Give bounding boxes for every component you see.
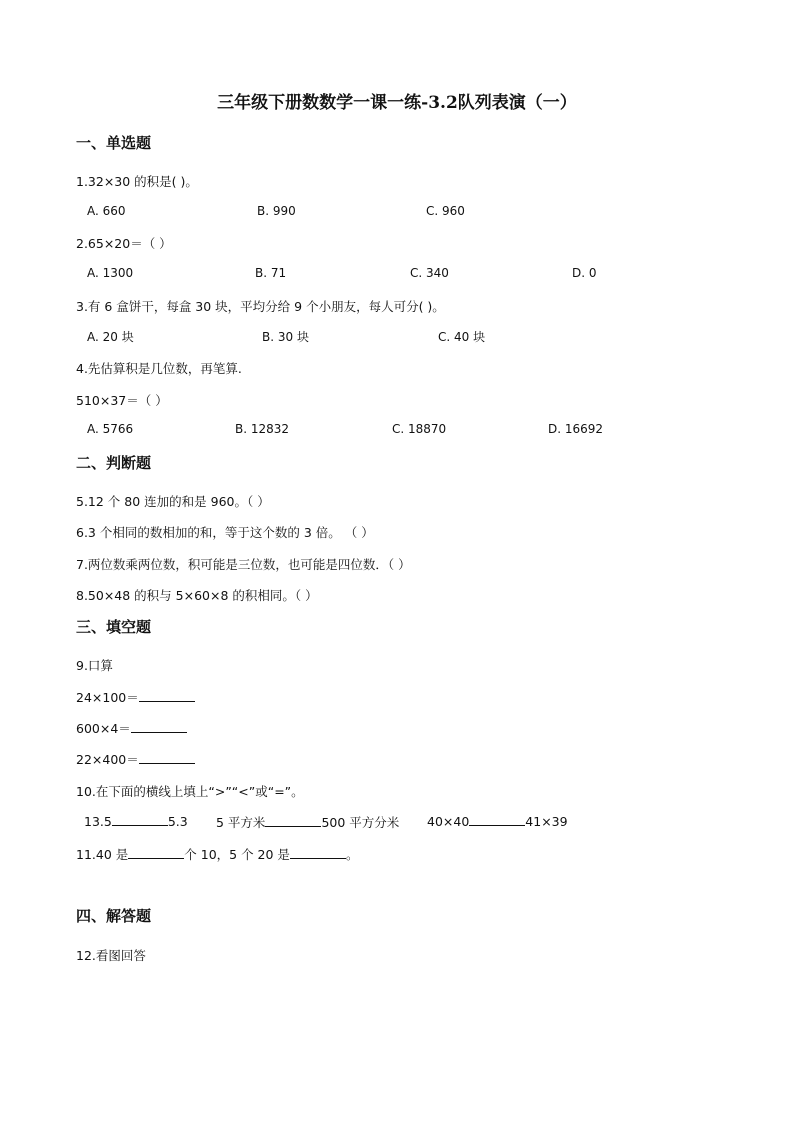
question-4-expression: 510×37＝（ ） [76,393,168,408]
question-3-option-a[interactable]: A. 20 块 [87,330,134,344]
compare-right: 41×39 [525,814,568,829]
question-9-expr-1: 24×100＝ [76,690,139,705]
question-10-stem: 10.在下面的横线上填上“>”“<”或“=”。 [76,784,304,799]
question-1-option-a[interactable]: A. 660 [87,204,126,218]
question-4-option-d[interactable]: D. 16692 [548,422,604,436]
answer-blank[interactable] [128,846,184,859]
question-2-option-a[interactable]: A. 1300 [87,266,134,280]
question-11-part-1: 11.40 是 [76,847,129,862]
question-6: 6.3 个相同的数相加的和，等于这个数的 3 倍。 （ ） [76,525,374,540]
compare-right: 500 平方分米 [321,815,400,830]
section-heading-fill-blank: 三、填空题 [76,618,152,636]
question-2-option-b[interactable]: B. 71 [255,266,287,280]
question-1-option-b[interactable]: B. 990 [257,204,296,218]
answer-blank[interactable] [131,720,187,733]
answer-blank[interactable] [469,813,525,826]
question-4-stem: 4.先估算积是几位数，再笔算. [76,361,242,376]
answer-blank[interactable] [139,751,195,764]
question-8: 8.50×48 的积与 5×60×8 的积相同。（ ） [76,588,318,603]
question-4-option-a[interactable]: A. 5766 [87,422,134,436]
question-4-option-b[interactable]: B. 12832 [235,422,290,436]
question-2-stem: 2.65×20＝（ ） [76,236,172,251]
question-5: 5.12 个 80 连加的和是 960。（ ） [76,494,270,509]
question-11 [76,845,358,863]
question-9-expr-3: 22×400＝ [76,752,139,767]
compare-left: 5 平方米 [216,815,266,830]
question-3-stem: 3.有 6 盒饼干，每盒 30 块，平均分给 9 个小朋友，每人可分( )。 [76,299,445,314]
question-10-pair-3 [427,813,568,829]
question-9-stem: 9.口算 [76,658,113,673]
question-10-pair-2 [216,813,399,831]
question-9-expr-2: 600×4＝ [76,721,131,736]
question-1-stem: 1.32×30 的积是( )。 [76,174,198,189]
question-3-option-c[interactable]: C. 40 块 [438,330,486,344]
question-1-option-c[interactable]: C. 960 [426,204,465,218]
section-heading-answer: 四、解答题 [76,907,152,925]
answer-blank[interactable] [290,846,346,859]
compare-left: 40×40 [427,814,470,829]
question-11-part-2: 个 10，5 个 20 是 [184,847,290,862]
question-7: 7.两位数乘两位数，积可能是三位数，也可能是四位数．（ ） [76,557,411,572]
section-heading-true-false: 二、判断题 [76,454,152,472]
question-2-option-d[interactable]: D. 0 [572,266,597,280]
question-3-option-b[interactable]: B. 30 块 [262,330,309,344]
question-9-item-2 [76,719,187,737]
question-11-part-3: 。 [345,847,359,862]
question-2-option-c[interactable]: C. 340 [410,266,449,280]
question-4-option-c[interactable]: C. 18870 [392,422,447,436]
section-heading-single-choice: 一、单选题 [76,134,152,152]
answer-blank[interactable] [139,689,195,702]
answer-blank[interactable] [112,813,168,826]
question-10-pair-1 [84,813,188,829]
question-9-item-3 [76,750,195,768]
answer-blank[interactable] [265,814,321,827]
page-title: 三年级下册数数学一课一练-3.2队列表演（一） [217,93,577,113]
question-9-item-1 [76,688,195,706]
compare-right: 5.3 [167,814,188,829]
question-12: 12.看图回答 [76,948,146,963]
compare-left: 13.5 [84,814,112,829]
